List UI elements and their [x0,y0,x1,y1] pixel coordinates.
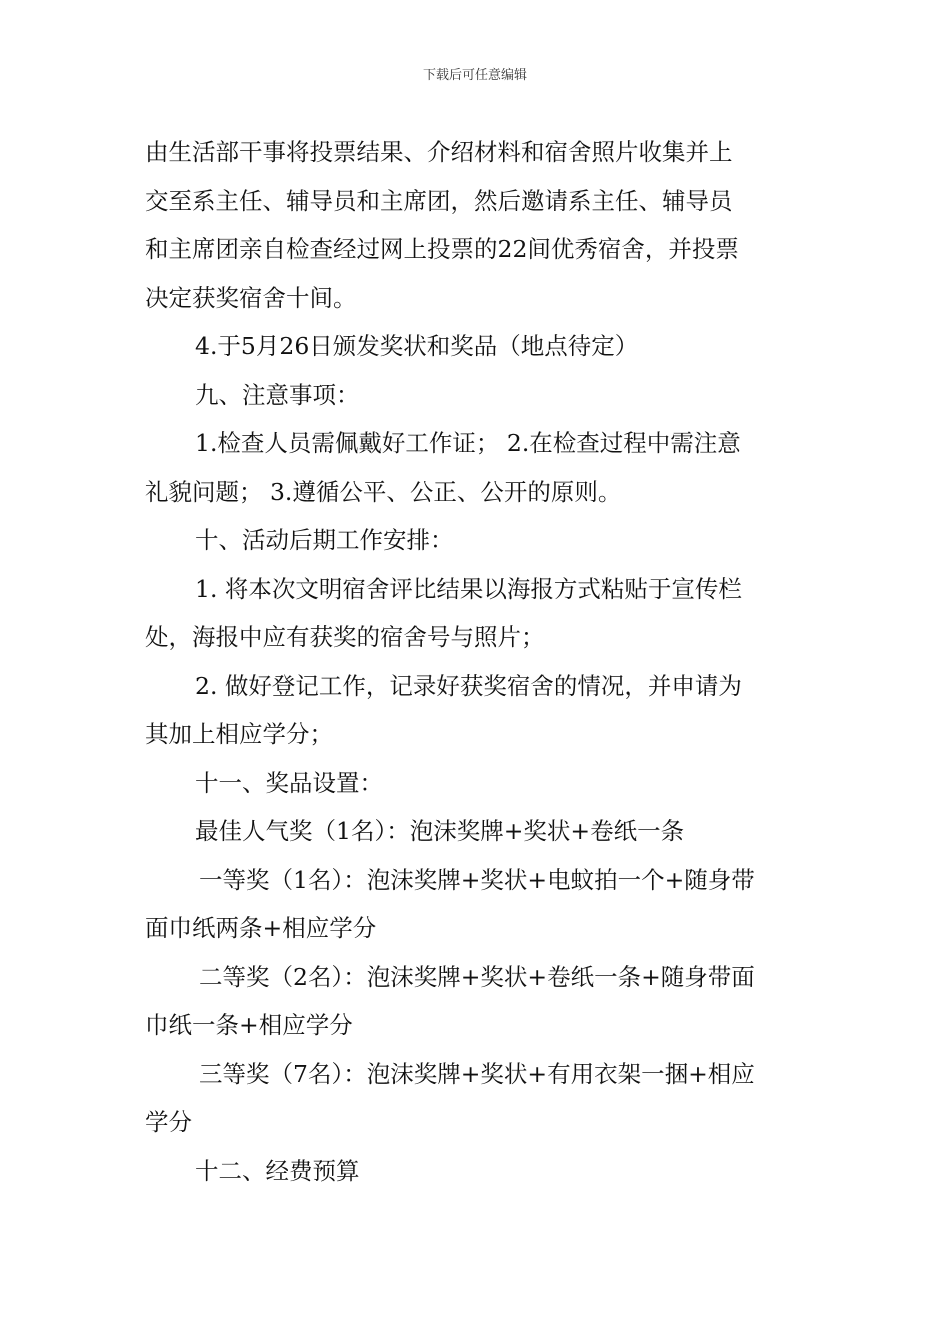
prize-line: 学分 [145,1108,192,1136]
section-heading: 九、注意事项： [195,380,360,409]
text-line: 4.于5月26日颁发奖状和奖品（地点待定） [195,332,639,360]
text-line: 1.检查人员需佩戴好工作证； 2.在检查过程中需注意 [195,429,741,457]
section-heading: 十一、奖品设置： [195,768,383,797]
prize-line: 面巾纸两条+相应学分 [145,914,377,942]
prize-line: 一等奖（1名）：泡沫奖牌+奖状+电蚊拍一个+随身带 [199,865,755,894]
text-line: 和主席团亲自检查经过网上投票的22间优秀宿舍，并投票 [145,235,739,263]
section-heading: 十、活动后期工作安排： [195,526,454,554]
prize-line: 巾纸一条+相应学分 [145,1011,353,1039]
text-line: 1. 将本次文明宿舍评比结果以海报方式粘贴于宣传栏 [195,574,742,603]
prize-line: 最佳人气奖（1名）：泡沫奖牌+奖状+卷纸一条 [195,817,685,845]
text-line: 礼貌问题； 3.遵循公平、公正、公开的原则。 [145,477,622,506]
text-line: 交至系主任、辅导员和主席团，然后邀请系主任、辅导员 [145,186,733,215]
prize-line: 二等奖（2名）：泡沫奖牌+奖状+卷纸一条+随身带面 [199,962,755,991]
text-line: 处，海报中应有获奖的宿舍号与照片； [145,623,545,651]
document-body [145,128,810,1195]
page-header: 下载后可任意编辑 [422,68,527,83]
text-line: 2. 做好登记工作，记录好获奖宿舍的情况，并申请为 [195,671,742,700]
text-line: 决定获奖宿舍十间。 [145,283,357,312]
text-line: 由生活部干事将投票结果、介绍材料和宿舍照片收集并上 [145,138,733,166]
section-heading: 十二、经费预算 [195,1156,360,1185]
prize-line: 三等奖（7名）：泡沫奖牌+奖状+有用衣架一捆+相应 [199,1059,755,1088]
text-line: 其加上相应学分； [145,720,333,748]
